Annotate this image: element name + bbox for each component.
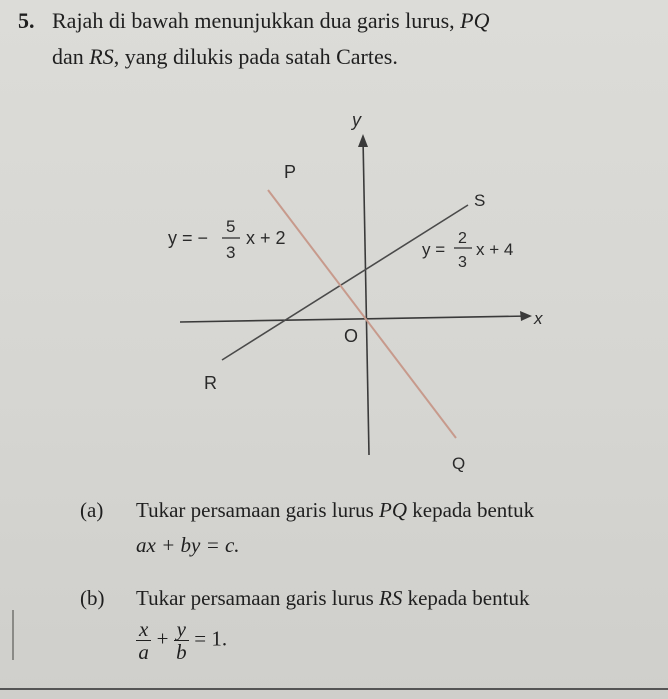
- point-q-label: Q: [452, 454, 466, 473]
- part-b-label: (b): [80, 586, 105, 610]
- line-name-rs: RS: [89, 44, 114, 69]
- page-bottom-rule: [0, 688, 668, 690]
- equation-rs-numerator: 2: [458, 230, 467, 247]
- y-axis: [363, 138, 369, 455]
- equation-pq-numerator: 5: [226, 217, 236, 236]
- question-text: dan: [52, 44, 90, 69]
- part-b-prompt: [80, 586, 529, 611]
- point-r-label: R: [204, 373, 217, 393]
- y-axis-arrow: [358, 134, 368, 147]
- margin-line: [12, 610, 14, 660]
- x-axis: [180, 316, 530, 322]
- question-text: Rajah di bawah menunjukkan dua garis lurus,: [52, 8, 461, 33]
- equation-rs-rhs: x + 4: [476, 240, 514, 259]
- y-axis-label: y: [352, 110, 361, 130]
- fraction-y-over-b: [174, 618, 189, 663]
- part-b-text-end: kepada bentuk: [402, 586, 530, 610]
- fraction-b-denominator: b: [176, 640, 187, 664]
- part-b-target-form: [136, 618, 227, 663]
- x-axis-label: x: [534, 309, 543, 328]
- equation-pq-denominator: 3: [226, 243, 236, 262]
- fraction-a-denominator: a: [138, 640, 149, 664]
- part-a-label: (a): [80, 498, 104, 522]
- equation-rs-lhs: y =: [422, 240, 446, 259]
- question-number: 5.: [18, 8, 35, 33]
- part-a-target-form: ax + by = c.: [136, 533, 240, 557]
- equation-pq: [168, 217, 286, 262]
- x-axis-arrow: [520, 311, 532, 321]
- line-name-pq: PQ: [460, 8, 490, 33]
- equation-pq-rhs: x + 2: [246, 228, 286, 248]
- equation-pq-lhs: y = −: [168, 228, 209, 248]
- origin-label: O: [344, 326, 359, 346]
- equation-rs-denominator: 3: [458, 254, 467, 271]
- fraction-x-over-a: [136, 618, 151, 663]
- part-b-text: Tukar persamaan garis lurus: [136, 586, 380, 610]
- equation-rs: [422, 230, 513, 271]
- equals-one: = 1.: [194, 626, 228, 651]
- part-b-line-name: RS: [379, 586, 403, 610]
- fraction-x-numerator: x: [136, 618, 151, 641]
- part-a-line-name: PQ: [379, 498, 408, 522]
- part-a-text: Tukar persamaan garis lurus: [136, 498, 380, 522]
- question-text: , yang dilukis pada satah Cartes.: [113, 44, 398, 69]
- point-p-label: P: [284, 162, 297, 182]
- part-a-text-end: kepada bentuk: [407, 498, 535, 522]
- fraction-y-numerator: y: [174, 618, 189, 641]
- point-s-label: S: [474, 191, 486, 210]
- plus-sign: +: [156, 626, 169, 651]
- part-a-prompt: [80, 498, 534, 523]
